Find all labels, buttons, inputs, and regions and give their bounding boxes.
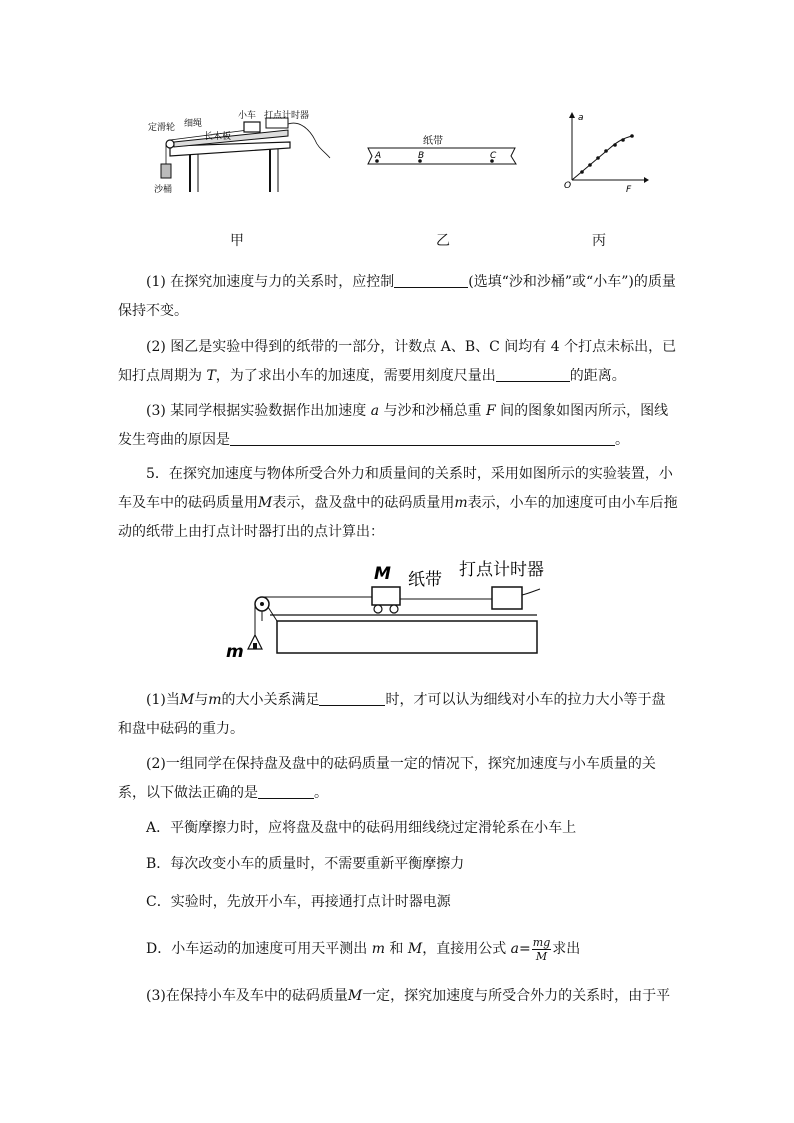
label-bucket: 沙桶 [154,185,173,195]
q5-option-b[interactable]: B．每次改变小车的质量时，不需要重新平衡摩擦力 [146,856,465,872]
q4-part1: (1) 在探究加速度与力的关系时，应控制 (选填“沙和沙桶”或“小车”)的质量保持不变。 [118,274,676,319]
axis-x-label: F [626,185,632,195]
caption-bing: 丙 [592,233,606,249]
origin-label: O [564,181,572,191]
q5-part1: (1)当M与m的大小关系满足 时，才可以认为细线对小车的拉力大小等于盘和盘中砝码的重力。 [118,692,666,737]
q5-p2-blank[interactable] [258,784,314,799]
caption-yi: 乙 [436,233,450,249]
fraction-mg-over-M: $\frac{mg}{M}$ [532,935,551,963]
point-b: B [418,151,425,161]
figure-bing [560,110,650,195]
q5-part3: (3)在保持小车及车中的砝码质量M一定，探究加速度与所受合外力的关系时，由于平 [146,988,671,1004]
q4-part2: (2) 图乙是实验中得到的纸带的一部分，计数点 A、B、C 间均有 4 个打点未标出，已知打点周期为 T，为了求出小车的加速度，需要用刻度尺量出 的距离。 [118,339,677,384]
fig5-timer: 打点计时器 [459,560,544,580]
q4-p1-blank[interactable] [394,273,468,288]
axis-y-label: a [578,113,584,123]
q5-option-a[interactable]: A．平衡摩擦力时，应将盘及盘中的砝码用细线绕过定滑轮系在小车上 [146,820,577,836]
label-cart: 小车 [238,111,257,121]
q5-option-d[interactable]: D．小车运动的加速度可用天平测出 m 和 M，直接用公式 a= $\frac{mg}{M}$ 求出 [146,935,581,963]
label-timer: 打点计时器 [264,111,310,121]
point-c: C [490,151,497,161]
figure-yi [365,130,520,175]
fig5-mass-M: M [374,564,391,584]
label-string: 细绳 [184,119,203,129]
tape-label: 纸带 [423,136,443,147]
fig5-tape: 纸带 [408,570,442,590]
q4-part3: (3) 某同学根据实验数据作出加速度 a 与沙和沙桶总重 F 间的图象如图丙所示，图线发生弯曲的原因是 。 [118,403,669,448]
q5-option-c[interactable]: C．实验时，先放开小车，再接通打点计时器电源 [146,894,451,910]
q4-p2-blank[interactable] [496,367,570,382]
label-pulley: 定滑轮 [148,123,176,133]
caption-jia: 甲 [230,233,244,249]
q5-part2: (2)一组同学在保持盘及盘中的砝码质量一定的情况下，探究加速度与小车质量的关系，以下做法正确的是 。 [118,756,656,801]
q5-stem: 5．在探究加速度与物体所受合外力和质量间的关系时，采用如图所示的实验装置，小车及车中的砝码质量用M表示，盘及盘中的砝码质量用m表示，小车的加速度可由小车后拖动的纸带上由打点计时器打出的点计算出： [118,466,678,540]
label-board: 长木板 [204,132,232,142]
q5-p1-blank[interactable] [319,691,385,706]
figure-jia [140,100,340,200]
fig5-mass-m: m [226,642,244,662]
figure-q5 [222,555,552,665]
point-a: A [375,151,382,161]
q4-p3-blank[interactable] [230,431,615,446]
